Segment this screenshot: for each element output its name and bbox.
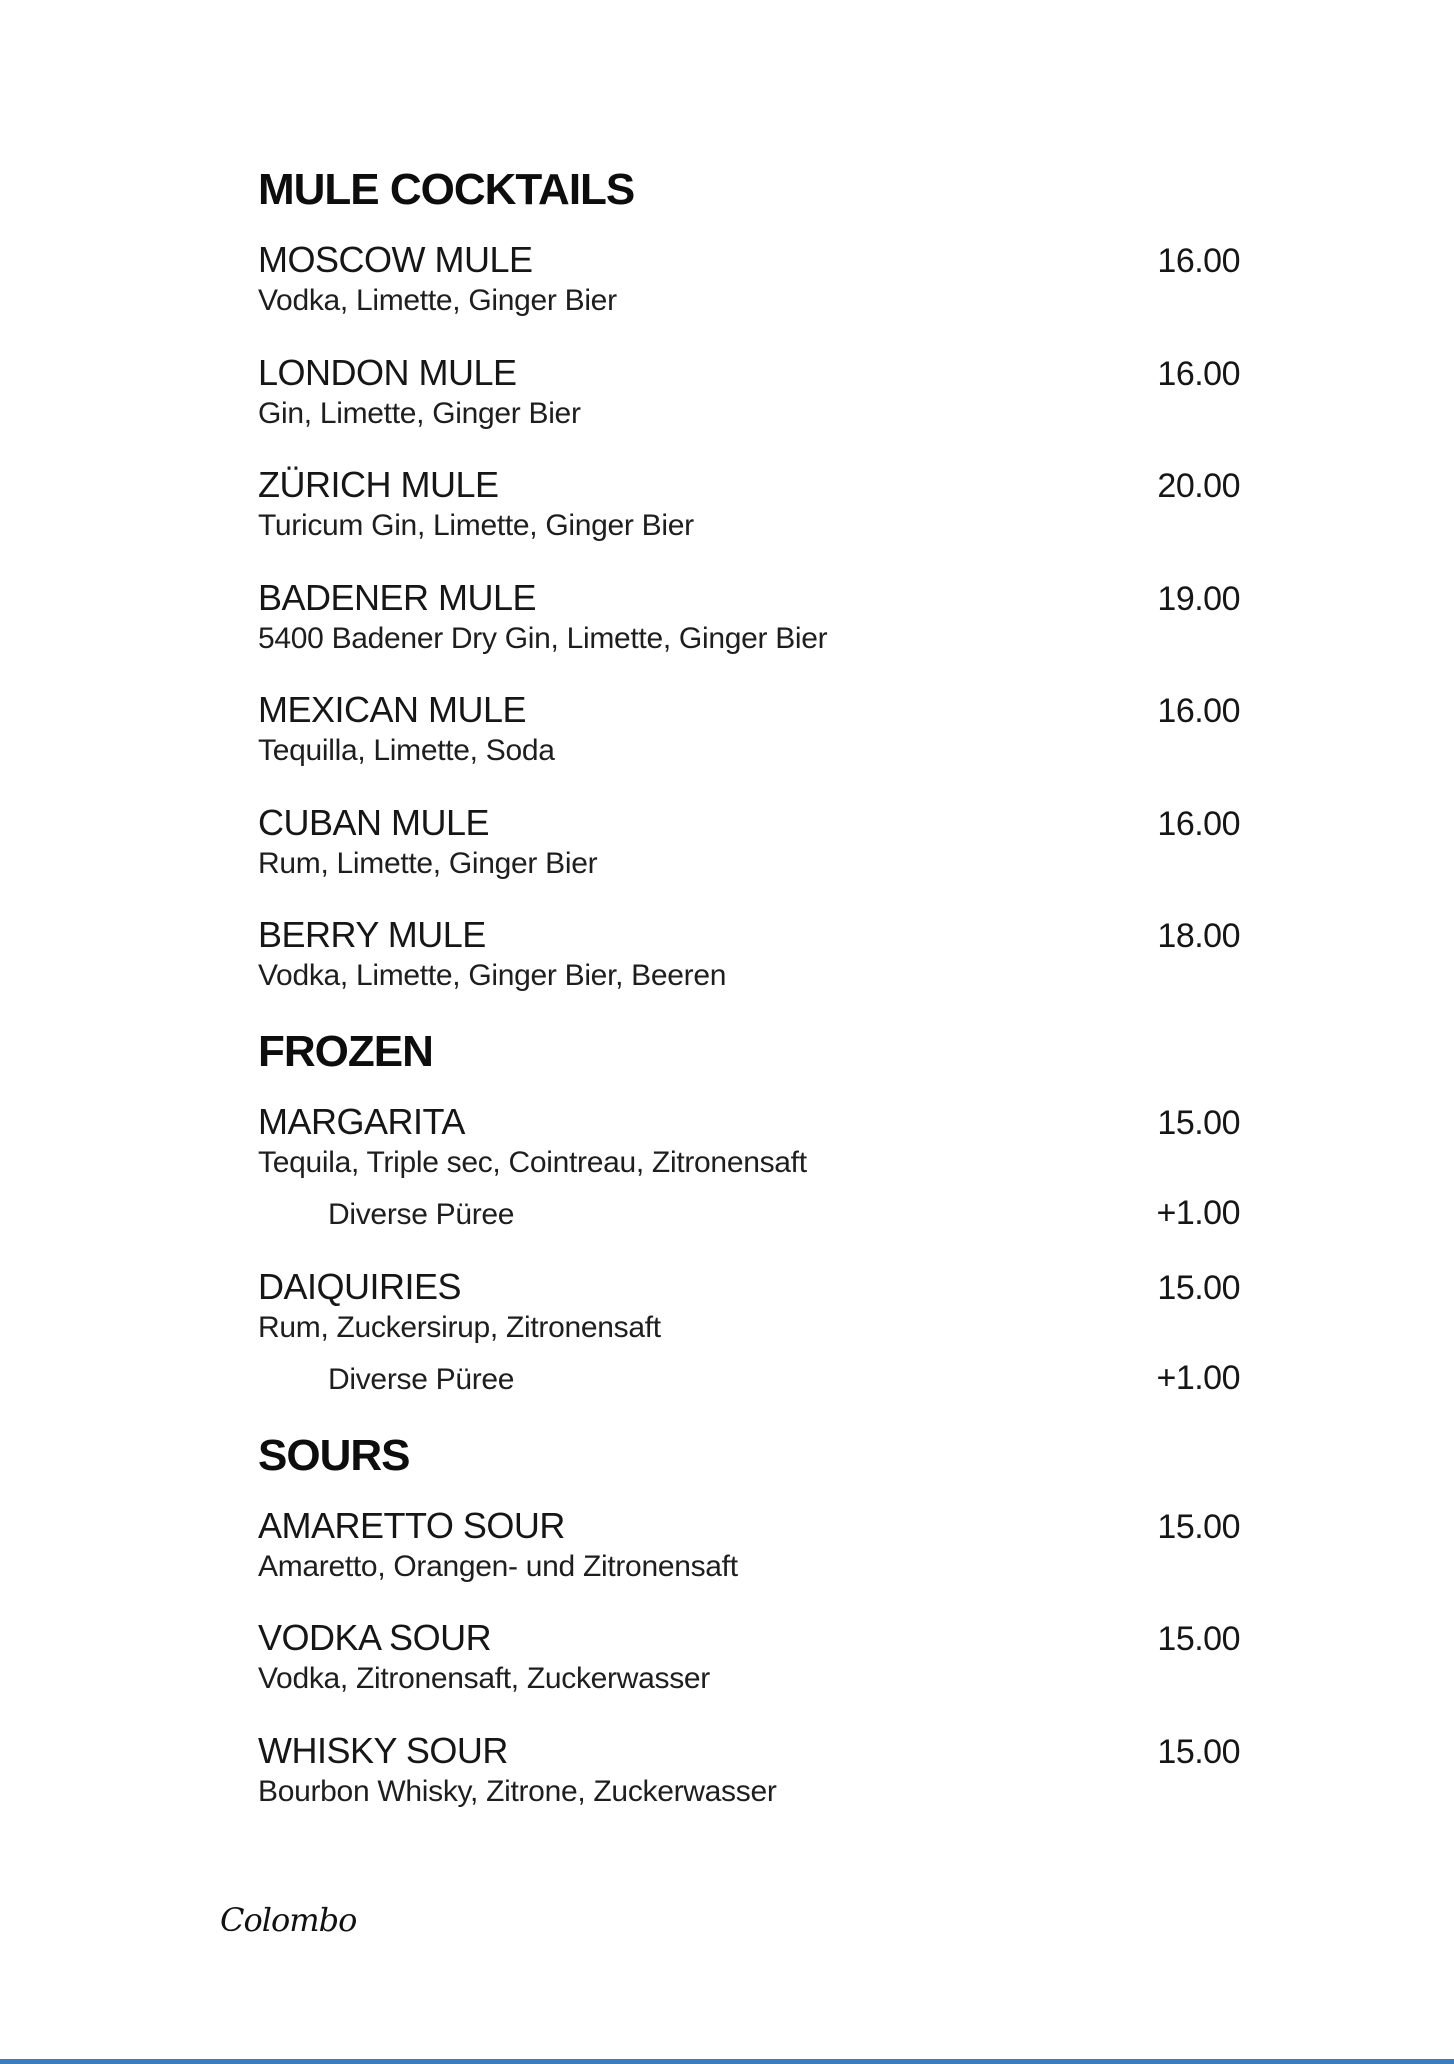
item-price: 15.00 (1157, 1268, 1240, 1307)
item-description: Tequila, Triple sec, Cointreau, Zitronensaft (258, 1145, 807, 1179)
item-name: MEXICAN MULE (258, 689, 527, 730)
section-items (258, 239, 1240, 994)
item-description: Vodka, Zitronensaft, Zuckerwasser (258, 1662, 710, 1695)
item-name: LONDON MULE (258, 351, 517, 393)
item-name: VODKA SOUR (258, 1617, 492, 1658)
menu-item-row (258, 351, 1240, 393)
item-description: Rum, Limette, Ginger Bier (258, 846, 598, 880)
menu-item (258, 801, 1240, 882)
menu-item-row (258, 689, 1240, 730)
item-description: 5400 Badener Dry Gin, Limette, Ginger Bier (258, 621, 828, 655)
item-description: Vodka, Limette, Ginger Bier (258, 284, 617, 317)
menu-item (258, 239, 1240, 319)
item-price: 18.00 (1157, 917, 1240, 955)
menu-section (258, 1430, 1240, 1810)
menu-item (258, 914, 1240, 994)
menu-item-row (258, 464, 1240, 505)
section-items (258, 1504, 1240, 1810)
menu-section (258, 165, 1240, 994)
variant-label: Diverse Püree (328, 1198, 515, 1231)
menu-content (220, 165, 1240, 1939)
menu-item-row (258, 239, 1240, 280)
item-name: MOSCOW MULE (258, 239, 533, 280)
item-price: 15.00 (1157, 1732, 1240, 1771)
item-description: Gin, Limette, Ginger Bier (258, 396, 581, 430)
menu-item (258, 689, 1240, 769)
item-description: Vodka, Limette, Ginger Bier, Beeren (258, 959, 727, 992)
item-price: 20.00 (1157, 467, 1240, 505)
item-name: DAIQUIRIES (258, 1265, 462, 1307)
item-price: 16.00 (1157, 804, 1240, 843)
item-price: 16.00 (1157, 242, 1240, 280)
item-price: 19.00 (1157, 579, 1240, 618)
menu-item-row (258, 1617, 1240, 1658)
item-name: WHISKY SOUR (258, 1729, 508, 1771)
item-variant-row (258, 1196, 1240, 1233)
item-name: AMARETTO SOUR (258, 1504, 565, 1546)
item-name: BADENER MULE (258, 576, 537, 618)
item-name: CUBAN MULE (258, 801, 490, 843)
menu-section (258, 1026, 1240, 1398)
item-price: 15.00 (1157, 1103, 1240, 1142)
bottom-accent-line (0, 2059, 1454, 2064)
menu-item-row (258, 1729, 1240, 1771)
variant-price: +1.00 (1156, 1359, 1240, 1397)
menu-item (258, 1729, 1240, 1810)
menu-item (258, 351, 1240, 432)
item-price: 16.00 (1157, 354, 1240, 393)
section-title: SOURS (258, 1430, 410, 1480)
menu-item (258, 1504, 1240, 1585)
item-name: MARGARITA (258, 1100, 465, 1142)
signature-text: Colombo (220, 1901, 357, 1939)
menu-item-row (258, 1100, 1240, 1142)
item-description: Tequilla, Limette, Soda (258, 734, 555, 767)
item-description: Turicum Gin, Limette, Ginger Bier (258, 509, 694, 542)
menu-item (258, 464, 1240, 544)
item-description: Rum, Zuckersirup, Zitronensaft (258, 1310, 661, 1344)
menu-item (258, 576, 1240, 657)
item-description: Bourbon Whisky, Zitrone, Zuckerwasser (258, 1774, 777, 1808)
item-price: 16.00 (1157, 692, 1240, 730)
menu-item-row (258, 1265, 1240, 1307)
item-price: 15.00 (1157, 1507, 1240, 1546)
item-name: ZÜRICH MULE (258, 464, 499, 505)
menu-item-row (258, 914, 1240, 955)
section-title: MULE COCKTAILS (258, 165, 635, 214)
menu-item-row (258, 576, 1240, 618)
variant-label: Diverse Püree (328, 1363, 515, 1396)
menu-item-row (258, 801, 1240, 843)
menu-item (258, 1617, 1240, 1697)
menu-item-row (258, 1504, 1240, 1546)
menu-item (258, 1265, 1240, 1398)
item-description: Amaretto, Orangen- und Zitronensaft (258, 1549, 738, 1583)
variant-price: +1.00 (1156, 1194, 1240, 1232)
section-title: FROZEN (258, 1026, 433, 1076)
section-items (258, 1100, 1240, 1398)
menu-item (258, 1100, 1240, 1233)
item-name: BERRY MULE (258, 914, 486, 955)
item-variant-row (258, 1361, 1240, 1398)
item-price: 15.00 (1157, 1620, 1240, 1658)
